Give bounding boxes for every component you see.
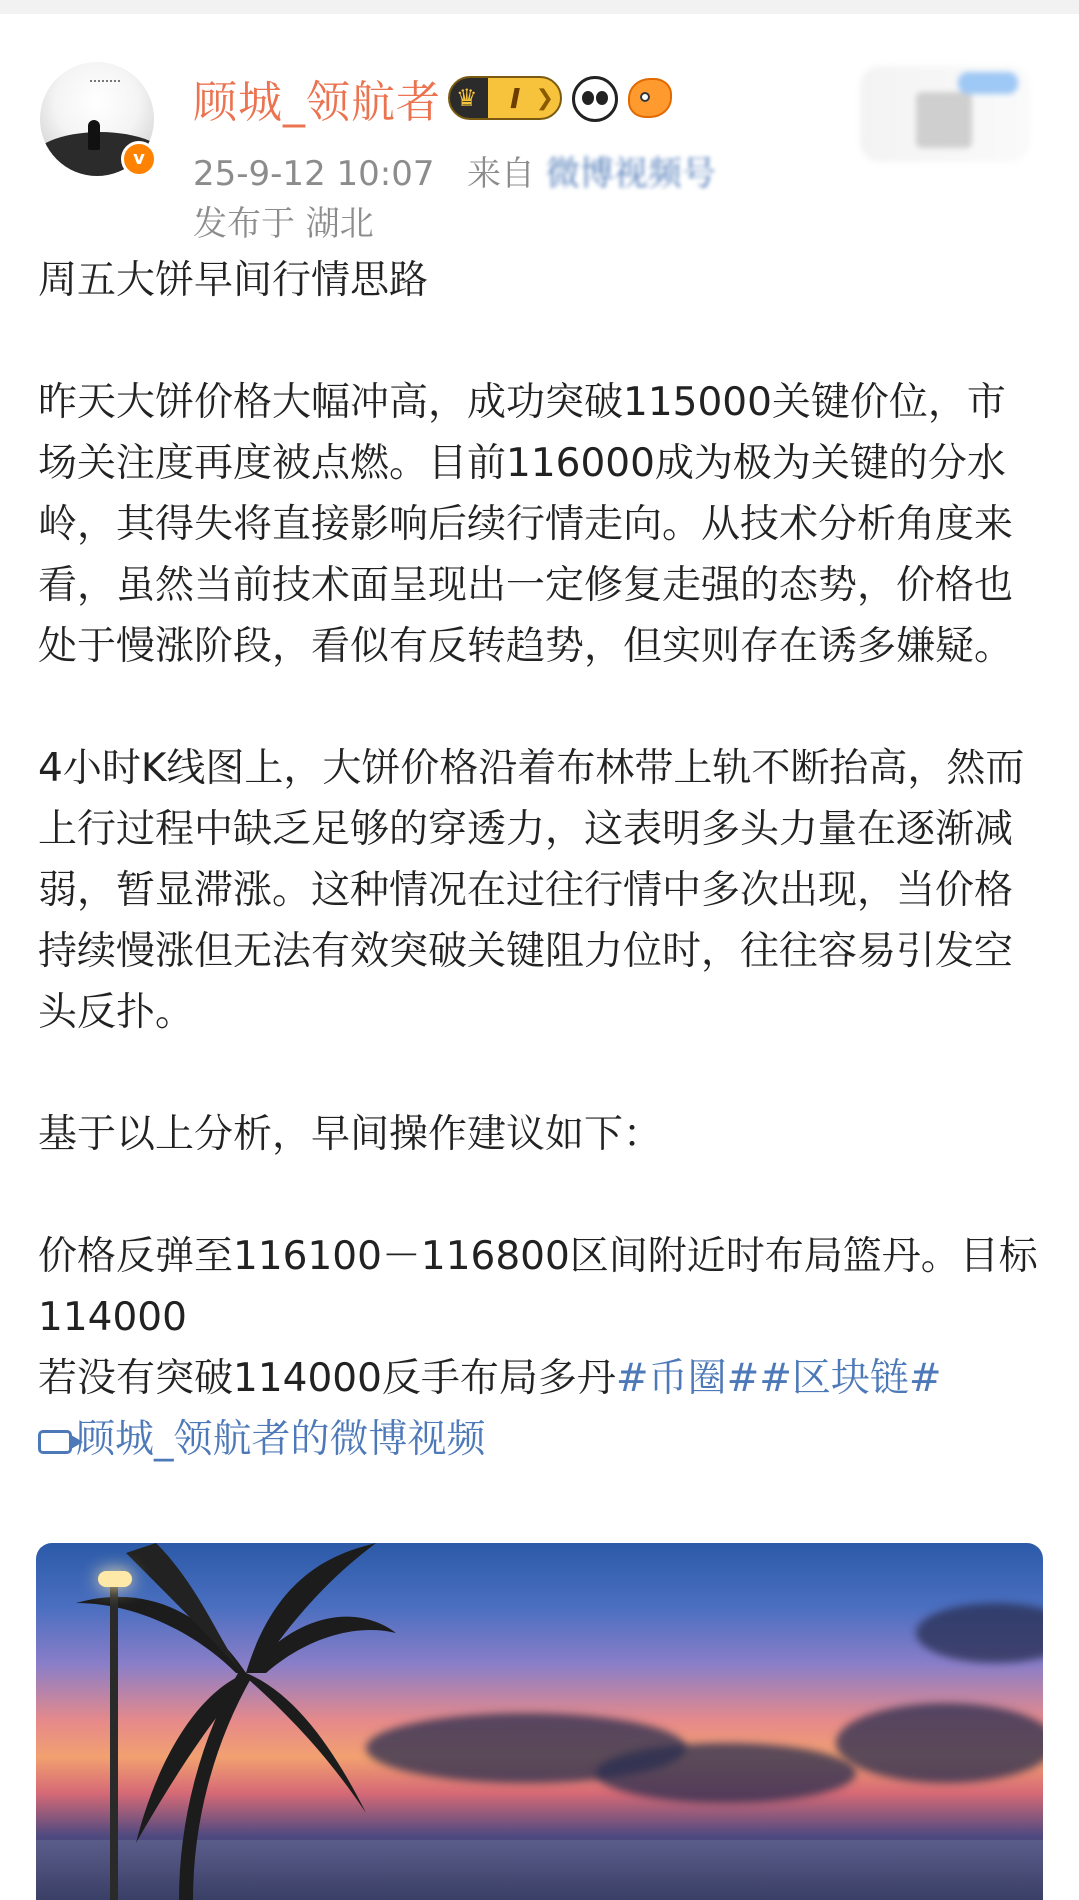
street-lamp-pole	[110, 1579, 118, 1900]
follow-button-blurred[interactable]	[860, 66, 1030, 162]
paragraph-4b	[38, 1348, 1043, 1409]
post-content	[38, 250, 1043, 1470]
crown-level-badge[interactable]	[448, 76, 562, 120]
video-thumbnail[interactable]	[36, 1543, 1043, 1900]
hashtag-bitcoin-circle[interactable]: #币圈#	[615, 1356, 760, 1401]
crown-icon: ♛	[456, 84, 478, 112]
cloud-shape	[836, 1703, 1043, 1783]
spacer	[38, 1043, 1043, 1104]
fish-icon[interactable]	[628, 78, 672, 118]
paragraph-4a: 价格反弹至116100－116800区间附近时布局篮丹。目标114000	[38, 1234, 1038, 1340]
post-meta	[193, 146, 716, 195]
palm-tree-silhouette	[36, 1543, 396, 1900]
video-link-text: 顾城_领航者的微博视频	[76, 1417, 486, 1462]
avatar-tree-shape	[90, 80, 120, 92]
spacer	[38, 311, 1043, 372]
chevron-right-icon: ❯	[535, 86, 554, 111]
level-number: I	[510, 82, 521, 115]
post-source-link[interactable]: 微博视频号	[545, 154, 716, 194]
author-name[interactable]: 顾城_领航者	[193, 77, 441, 128]
source-prefix: 来自	[466, 154, 535, 194]
video-camera-icon	[38, 1430, 72, 1454]
paragraph-1: 昨天大饼价格大幅冲高，成功突破115000关键价位，市场关注度再度被点燃。目前116000成为极为关键的分水岭，其得失将直接影响后续行情走向。从技术分析角度来看，虽然当前技术面呈现出一定修复走强的态势，价格也处于慢涨阶段，看似有反转趋势，但实则存在诱多嫌疑。	[38, 380, 1014, 669]
video-link[interactable]	[38, 1409, 1043, 1470]
cloud-shape	[596, 1743, 856, 1803]
post-timestamp: 25-9-12 10:07	[193, 154, 435, 194]
paragraph-3: 基于以上分析，早间操作建议如下：	[38, 1112, 663, 1157]
blurred-tag	[958, 72, 1018, 94]
paragraph-4b-text: 若没有突破114000反手布局多丹	[38, 1356, 616, 1401]
verified-icon: v	[121, 141, 157, 177]
spacer	[38, 677, 1043, 738]
paragraph-2: 4小时K线图上，大饼价格沿着布林带上轨不断抬高，然而上行过程中缺乏足够的穿透力，这表明多头力量在逐渐减弱，暂显滞涨。这种情况在过往行情中多次出现，当价格持续慢涨但无法有效突破关键阻力位时，往往容易引发空头反扑。	[38, 746, 1025, 1035]
post-title-line: 周五大饼早间行情思路	[38, 258, 429, 303]
cloud-shape	[916, 1603, 1043, 1663]
hashtag-blockchain[interactable]: #区块链#	[759, 1356, 942, 1401]
post-header	[0, 14, 1079, 244]
spacer	[38, 1165, 1043, 1226]
post-location: 发布于 湖北	[193, 204, 374, 244]
street-lamp-light	[98, 1571, 132, 1587]
avatar-figure-shape	[88, 120, 100, 150]
panda-icon[interactable]	[572, 76, 618, 122]
blurred-blob	[916, 92, 972, 148]
top-status-strip	[0, 0, 1079, 14]
